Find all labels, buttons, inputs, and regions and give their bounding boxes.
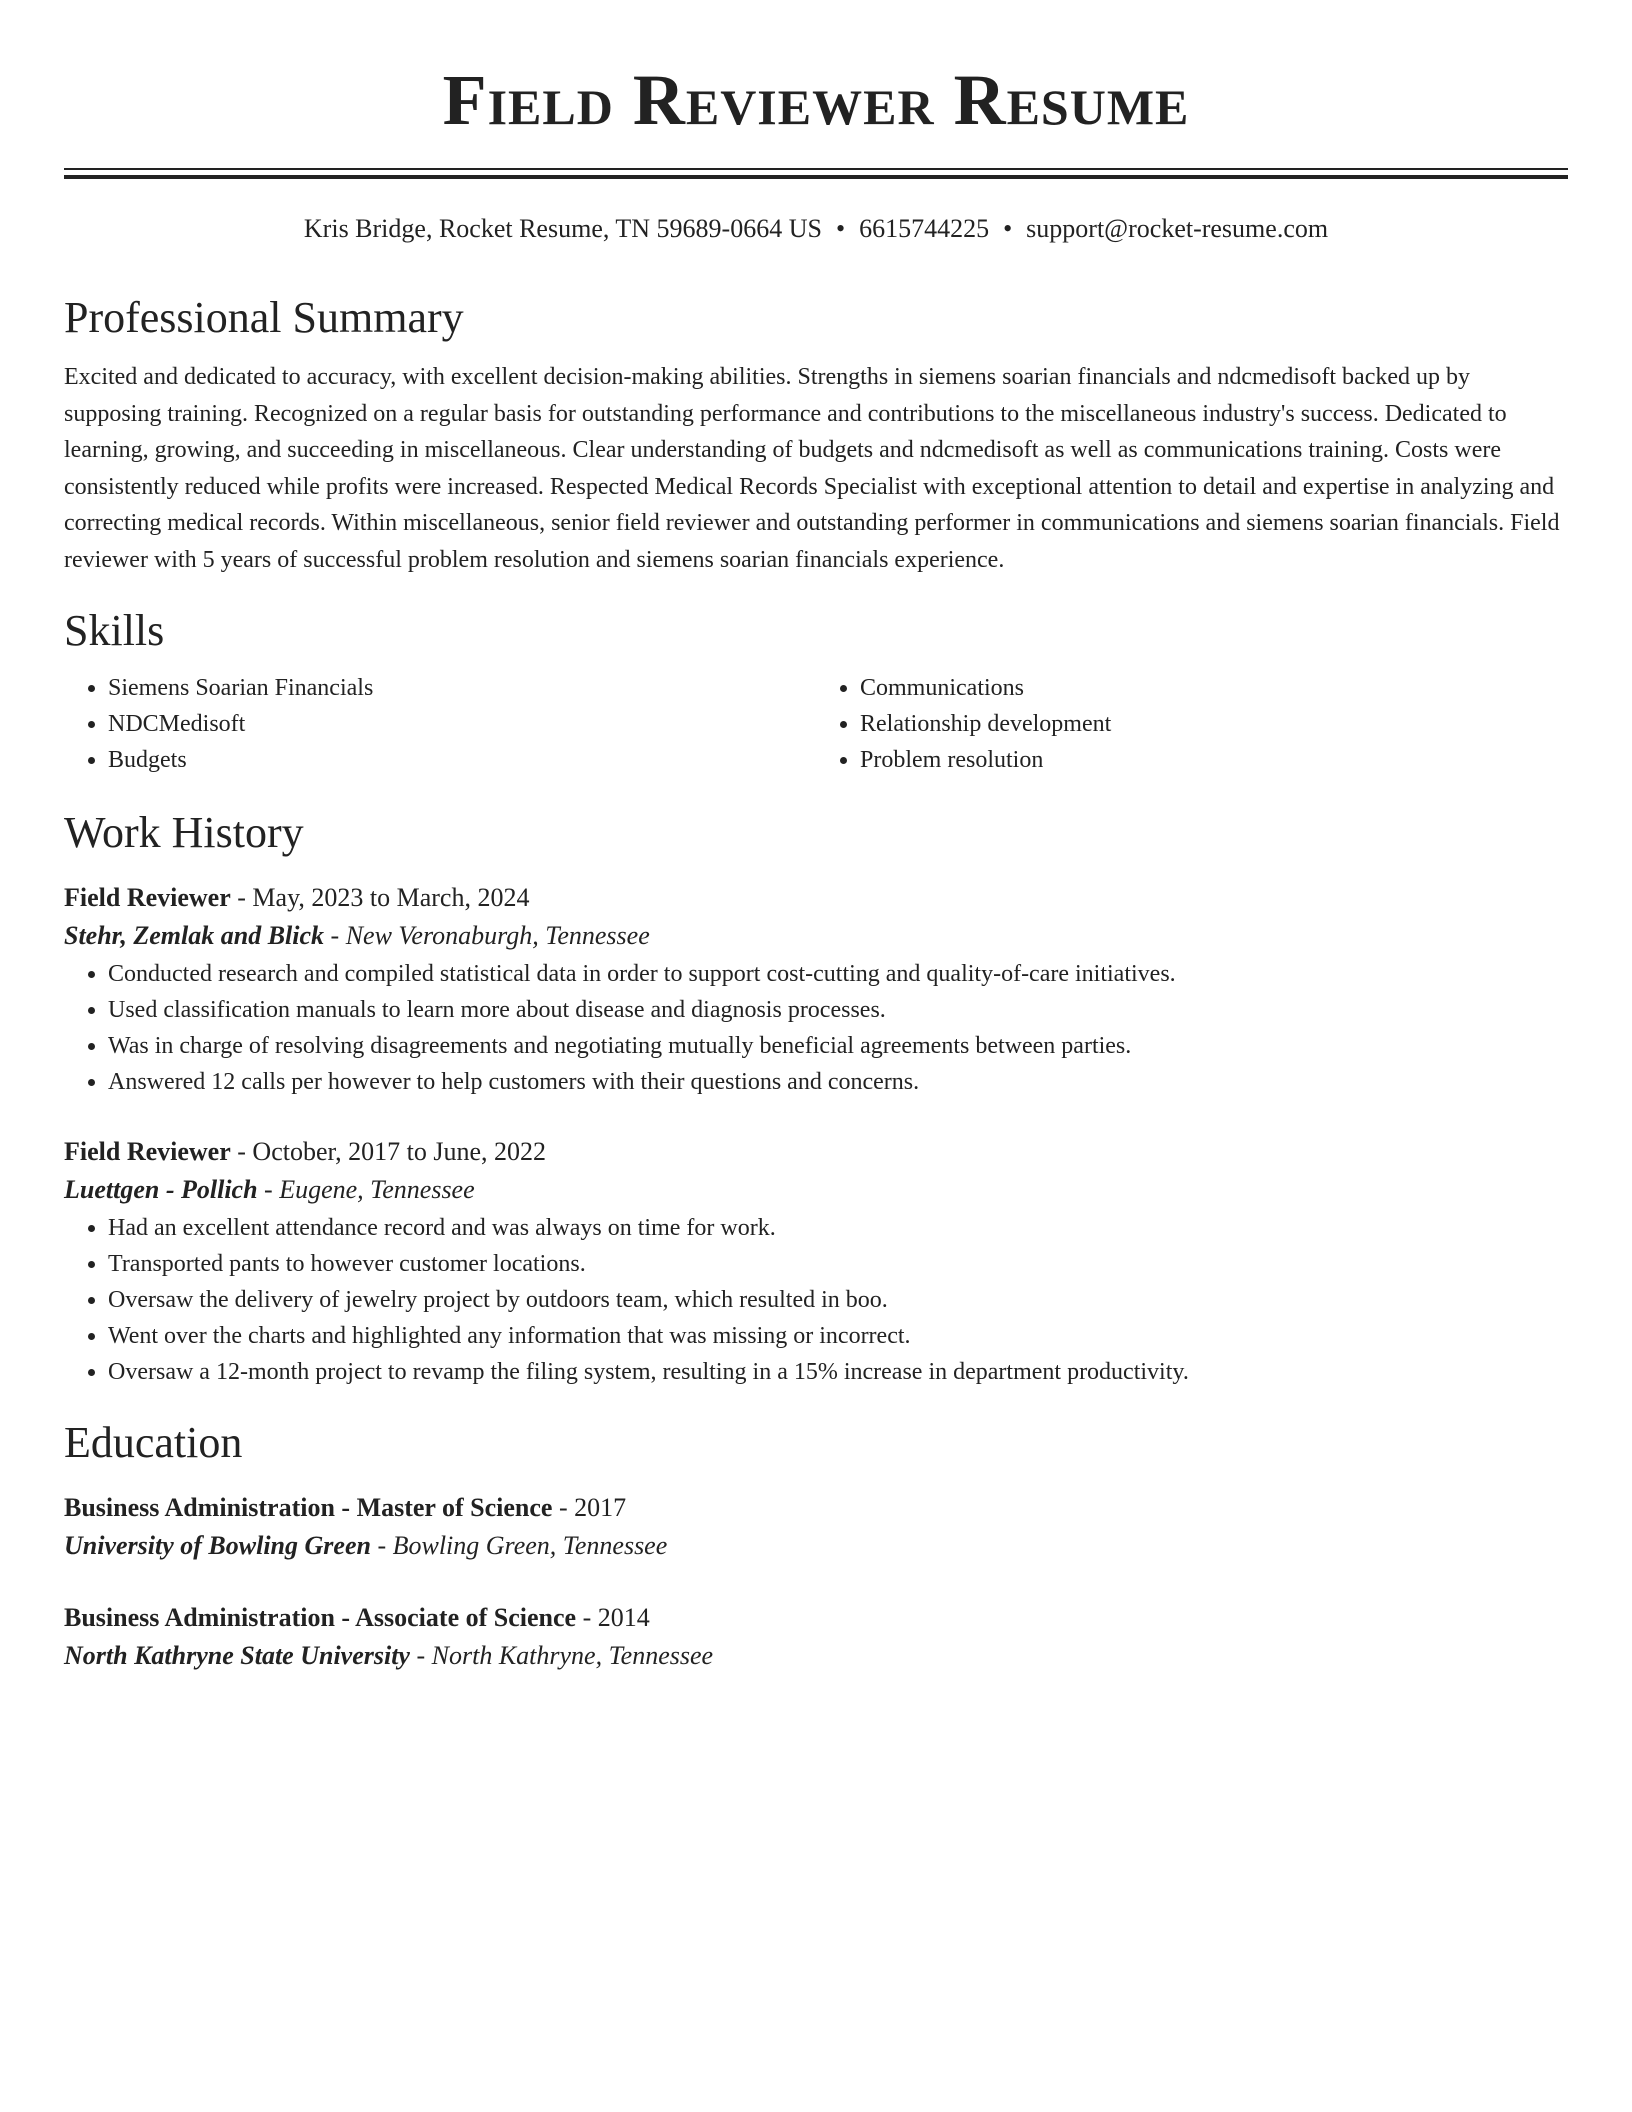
contact-separator: • (1003, 214, 1013, 243)
education-school: North Kathryne State University (64, 1641, 410, 1670)
skill-item: • Relationship development (860, 706, 1568, 742)
duty-item: • Conducted research and compiled statistical data in order to support cost-cutting and quality-of-care initiatives. (108, 956, 1568, 992)
education-school: University of Bowling Green (64, 1531, 371, 1560)
education-degree: Business Administration - Associate of Science (64, 1603, 577, 1632)
skill-item: • Budgets (108, 742, 816, 778)
job-dates: - October, 2017 to June, 2022 (230, 1137, 547, 1166)
title-divider (64, 168, 1568, 179)
job-heading (64, 880, 1568, 916)
job-employer-line (64, 916, 1568, 956)
job-location: - Eugene, Tennessee (257, 1175, 475, 1204)
job-dates: - May, 2023 to March, 2024 (230, 883, 530, 912)
job-duties (64, 1210, 1568, 1390)
duty-item: • Oversaw the delivery of jewelry project by outdoors team, which resulted in boo. (108, 1282, 1568, 1318)
duty-item: • Used classification manuals to learn more about disease and diagnosis processes. (108, 992, 1568, 1028)
skill-item: • NDCMedisoft (108, 706, 816, 742)
education-heading: Education (64, 1418, 243, 1467)
job-employer: Luettgen - Pollich (64, 1175, 258, 1204)
skill-item: • Problem resolution (860, 742, 1568, 778)
skills-column-left (64, 670, 816, 778)
contact-address: Kris Bridge, Rocket Resume, TN 59689-0664 US (303, 214, 822, 243)
work-history-heading: Work History (64, 808, 304, 857)
education-heading-line (64, 1490, 1568, 1526)
skill-item: • Communications (860, 670, 1568, 706)
skills-heading: Skills (64, 606, 165, 655)
job-employer-line (64, 1170, 1568, 1210)
skills-column-right (816, 670, 1568, 778)
contact-separator: • (835, 214, 846, 243)
contact-email: support@rocket-resume.com (1026, 214, 1329, 243)
summary-text: Excited and dedicated to accuracy, with excellent decision-making abilities. Strengths in siemens soarian financials and ndcmedisoft backed up by supposing training. Recognized on a regular basis for outstanding performance and contributions to the miscellaneous industry's success. Dedicated to learning, growing, and succeeding in miscellaneous. Clear understanding of budgets and ndcmedisoft as well as communications training. Costs were consistently reduced while profits were increased. Respected Medical Records Specialist with exceptional attention to detail and expertise in analyzing and correcting medical records. Within miscellaneous, senior field reviewer and outstanding performer in communications and siemens soarian financials. Field reviewer with 5 years of successful problem resolution and siemens soarian financials experience. (64, 364, 1560, 573)
duty-item: • Transported pants to however customer locations. (108, 1246, 1568, 1282)
contact-phone: 6615744225 (859, 214, 990, 243)
education-location: - Bowling Green, Tennessee (370, 1531, 668, 1560)
skill-item: • Siemens Soarian Financials (108, 670, 816, 706)
education-year: - 2017 (552, 1493, 627, 1522)
duty-item: • Answered 12 calls per however to help customers with their questions and concerns. (108, 1064, 1568, 1100)
job-location: - New Veronaburgh, Tennessee (324, 921, 650, 950)
education-school-line (64, 1526, 1568, 1566)
job-role: Field Reviewer (64, 883, 231, 912)
job-heading (64, 1134, 1568, 1170)
job-employer: Stehr, Zemlak and Blick (64, 921, 325, 950)
contact-line (64, 213, 1568, 245)
education-year: - 2014 (576, 1603, 650, 1632)
summary-heading: Professional Summary (64, 293, 464, 342)
resume-title: Field Reviewer Resume (442, 60, 1190, 140)
skills-list (64, 670, 1568, 778)
job-role: Field Reviewer (64, 1137, 231, 1166)
education-school-line (64, 1636, 1568, 1676)
education-location: - North Kathryne, Tennessee (409, 1641, 714, 1670)
duty-item: • Went over the charts and highlighted any information that was missing or incorrect. (108, 1318, 1568, 1354)
education-heading-line (64, 1600, 1568, 1636)
job-duties (64, 956, 1568, 1100)
duty-item: • Was in charge of resolving disagreements and negotiating mutually beneficial agreements between parties. (108, 1028, 1568, 1064)
education-degree: Business Administration - Master of Science (64, 1493, 553, 1522)
duty-item: • Oversaw a 12-month project to revamp the filing system, resulting in a 15% increase in department productivity. (108, 1354, 1568, 1390)
duty-item: • Had an excellent attendance record and was always on time for work. (108, 1210, 1568, 1246)
